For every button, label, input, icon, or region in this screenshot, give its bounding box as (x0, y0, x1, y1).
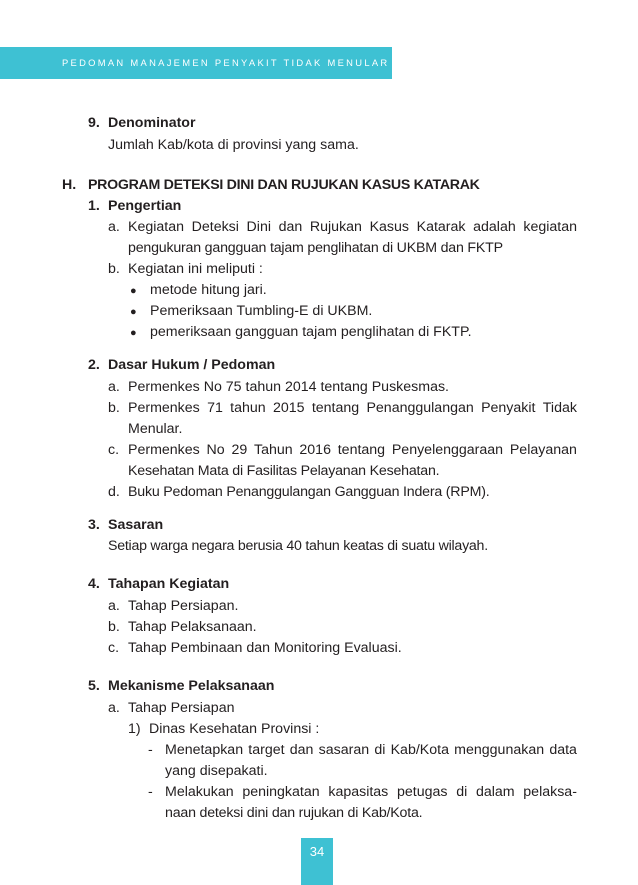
item-title: Tahapan Kegiatan (108, 576, 230, 592)
section-heading: PROGRAM DETEKSI DINI DAN RUJUKAN KASUS KATARAK (88, 177, 480, 193)
word: kegiatan (523, 219, 577, 235)
justified-line (128, 397, 577, 419)
word: kapasitas (328, 784, 389, 800)
list-text: Menular. (128, 421, 183, 437)
bullet-text: pemeriksaan gangguan tajam penglihatan di FKTP. (150, 324, 472, 340)
dash-text: naan deteksi dini dan rujukan di Kab/Kota. (165, 805, 423, 821)
word: Penyelenggaraan (391, 442, 504, 458)
item-number: 9. (88, 115, 100, 131)
justified-line (128, 216, 577, 238)
word: Deteksi (191, 219, 239, 235)
list-text: Permenkes No 75 tahun 2014 tentang Puskesmas. (128, 379, 449, 395)
word: Permenkes (128, 400, 200, 416)
word: Menetapkan (165, 742, 244, 758)
justified-line (165, 739, 577, 761)
running-header: PEDOMAN MANAJEMEN PENYAKIT TIDAK MENULAR (62, 57, 390, 68)
word: target (248, 742, 285, 758)
word: Katarak (416, 219, 466, 235)
list-text: Kesehatan Mata di Fasilitas Pelayanan Kesehatan. (128, 463, 440, 479)
dash-text: yang disepakati. (165, 763, 268, 779)
list-label: a. (108, 219, 120, 235)
word: menggunakan (454, 742, 545, 758)
word: tentang (337, 442, 386, 458)
list-text: Tahap Pembinaan dan Monitoring Evaluasi. (128, 640, 402, 656)
item-title: Dasar Hukum / Pedoman (108, 357, 276, 373)
word: Melakukan (165, 784, 234, 800)
page-number-box (301, 838, 333, 885)
word: petugas (396, 784, 448, 800)
list-label: a. (108, 379, 120, 395)
sub-list-label: 1) (128, 721, 141, 737)
word: No (206, 442, 225, 458)
word: Dini (246, 219, 271, 235)
list-label: a. (108, 700, 120, 716)
item-number: 1. (88, 198, 100, 214)
bullet-icon: ● (130, 306, 137, 318)
item-title: Denominator (108, 115, 196, 131)
word: sasaran (318, 742, 370, 758)
word: data (549, 742, 577, 758)
word: Pelayanan (509, 442, 577, 458)
word: tentang (311, 400, 360, 416)
list-text: pengukuran gangguan tajam penglihatan di UKBM dan FKTP (128, 240, 503, 256)
list-label: a. (108, 598, 120, 614)
justified-line (128, 439, 577, 461)
word: Kasus (369, 219, 409, 235)
list-label: d. (108, 484, 120, 500)
list-text: Tahap Pelaksanaan. (128, 619, 257, 635)
page-number: 34 (309, 844, 325, 859)
word: pelaksa- (523, 784, 577, 800)
item-title: Pengertian (108, 198, 182, 214)
item-number: 5. (88, 678, 100, 694)
sub-list-text: Dinas Kesehatan Provinsi : (149, 721, 320, 737)
item-title: Sasaran (108, 517, 164, 533)
word: Kab/Kota (390, 742, 449, 758)
word: tahun (230, 400, 266, 416)
list-label: c. (108, 442, 120, 458)
item-number: 2. (88, 357, 100, 373)
word: 71 (207, 400, 223, 416)
word: peningkatan (242, 784, 320, 800)
bullet-text: Pemeriksaan Tumbling-E di UKBM. (150, 303, 373, 319)
item-number: 4. (88, 576, 100, 592)
bullet-icon: ● (130, 285, 137, 297)
item-text: Setiap warga negara berusia 40 tahun keatas di suatu wilayah. (108, 538, 488, 554)
list-label: b. (108, 619, 120, 635)
word: 2015 (272, 400, 305, 416)
word: 2016 (299, 442, 331, 458)
justified-line (165, 781, 577, 803)
list-text: Tahap Persiapan. (128, 598, 239, 614)
word: Permenkes (128, 442, 200, 458)
word: dan (289, 742, 314, 758)
word: Kegiatan (128, 219, 185, 235)
word: Rujukan (309, 219, 362, 235)
word: di (456, 784, 468, 800)
item-text: Jumlah Kab/kota di provinsi yang sama. (108, 137, 359, 153)
list-label: c. (108, 640, 120, 656)
dash-marker: - (148, 784, 153, 800)
list-label: b. (108, 261, 120, 277)
list-label: b. (108, 400, 120, 416)
list-text: Kegiatan ini meliputi : (128, 261, 263, 277)
word: 29 (231, 442, 248, 458)
word: dalam (475, 784, 515, 800)
header-bar (0, 47, 392, 79)
bullet-icon: ● (130, 327, 137, 339)
word: Penyakit (481, 400, 536, 416)
word: Tahun (253, 442, 293, 458)
section-letter: H. (62, 177, 77, 193)
list-text: Tahap Persiapan (128, 700, 235, 716)
word: adalah (473, 219, 516, 235)
dash-marker: - (148, 742, 153, 758)
bullet-text: metode hitung jari. (150, 282, 267, 298)
item-title: Mekanisme Pelaksanaan (108, 678, 275, 694)
word: di (374, 742, 386, 758)
list-text: Buku Pedoman Penanggulangan Gangguan Indera (RPM). (128, 484, 490, 500)
word: Penanggulangan (366, 400, 474, 416)
word: Tidak (542, 400, 577, 416)
item-number: 3. (88, 517, 100, 533)
word: dan (278, 219, 303, 235)
